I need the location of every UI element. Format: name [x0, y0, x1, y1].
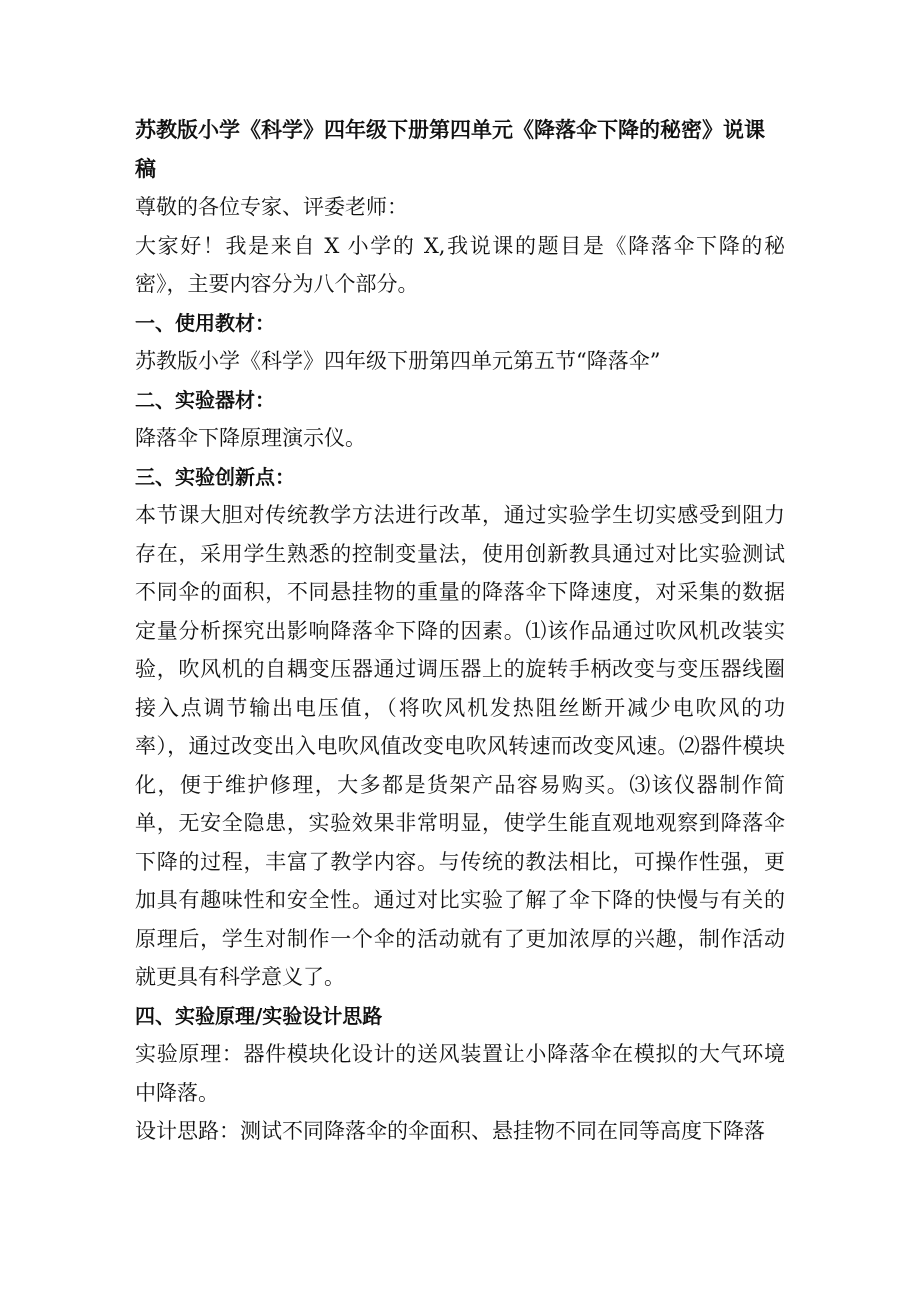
section-heading-innovation: 三、实验创新点： [135, 464, 295, 489]
section-body-innovation: 本节课大胆对传统教学方法进行改革，通过实验学生切实感受到阻力存在，采用学生熟悉的控制变量法，使用创新教具通过对比实验测试不同伞的面积，不同悬挂物的重量的降落伞下降速度，对采集的数据定量分析探究出影响降落伞下降的因素。⑴该作品通过吹风机改装实验，吹风机的自耦变压器通过调压器上的旋转手柄改变与变压器线圈接入点调节输出电压值，（将吹风机发热阻丝断开减少电吹风的功率），通过改变出入电吹风值改变电吹风转速而改变风速。⑵器件模块化，便于维护修理，大多都是货架产品容易购买。⑶该仪器制作简单，无安全隐患，实验效果非常明显，使学生能直观地观察到降落伞下降的过程，丰富了教学内容。与传统的教法相比，可操作性强，更加具有趣味性和安全性。通过对比实验了解了伞下降的快慢与有关的原理后，学生对制作一个伞的活动就有了更加浓厚的兴趣，制作活动就更具有科学意义了。 [135, 503, 785, 989]
section-body-equipment: 降落伞下降原理演示仪。 [135, 426, 366, 450]
design-paragraph: 设计思路：测试不同降落伞的伞面积、悬挂物不同在同等高度下降落 [135, 1119, 765, 1143]
section-heading-textbook: 一、使用教材： [135, 310, 275, 335]
principle-paragraph: 实验原理：器件模块化设计的送风装置让小降落伞在模拟的大气环境中降落。 [135, 1042, 785, 1105]
greeting: 尊敬的各位专家、评委老师： [135, 195, 408, 219]
document-page [135, 111, 785, 1151]
section-heading-equipment: 二、实验器材： [135, 387, 275, 412]
document-title: 苏教版小学《科学》四年级下册第四单元《降落伞下降的秘密》说课稿 [135, 118, 765, 181]
section-heading-principle: 四、实验原理/实验设计思路 [135, 1003, 383, 1028]
section-body-textbook: 苏教版小学《科学》四年级下册第四单元第五节“降落伞” [135, 349, 661, 373]
intro-paragraph: 大家好！我是来自 X 小学的 X,我说课的题目是《降落伞下降的秘密》，主要内容分为八个部分。 [135, 233, 785, 296]
